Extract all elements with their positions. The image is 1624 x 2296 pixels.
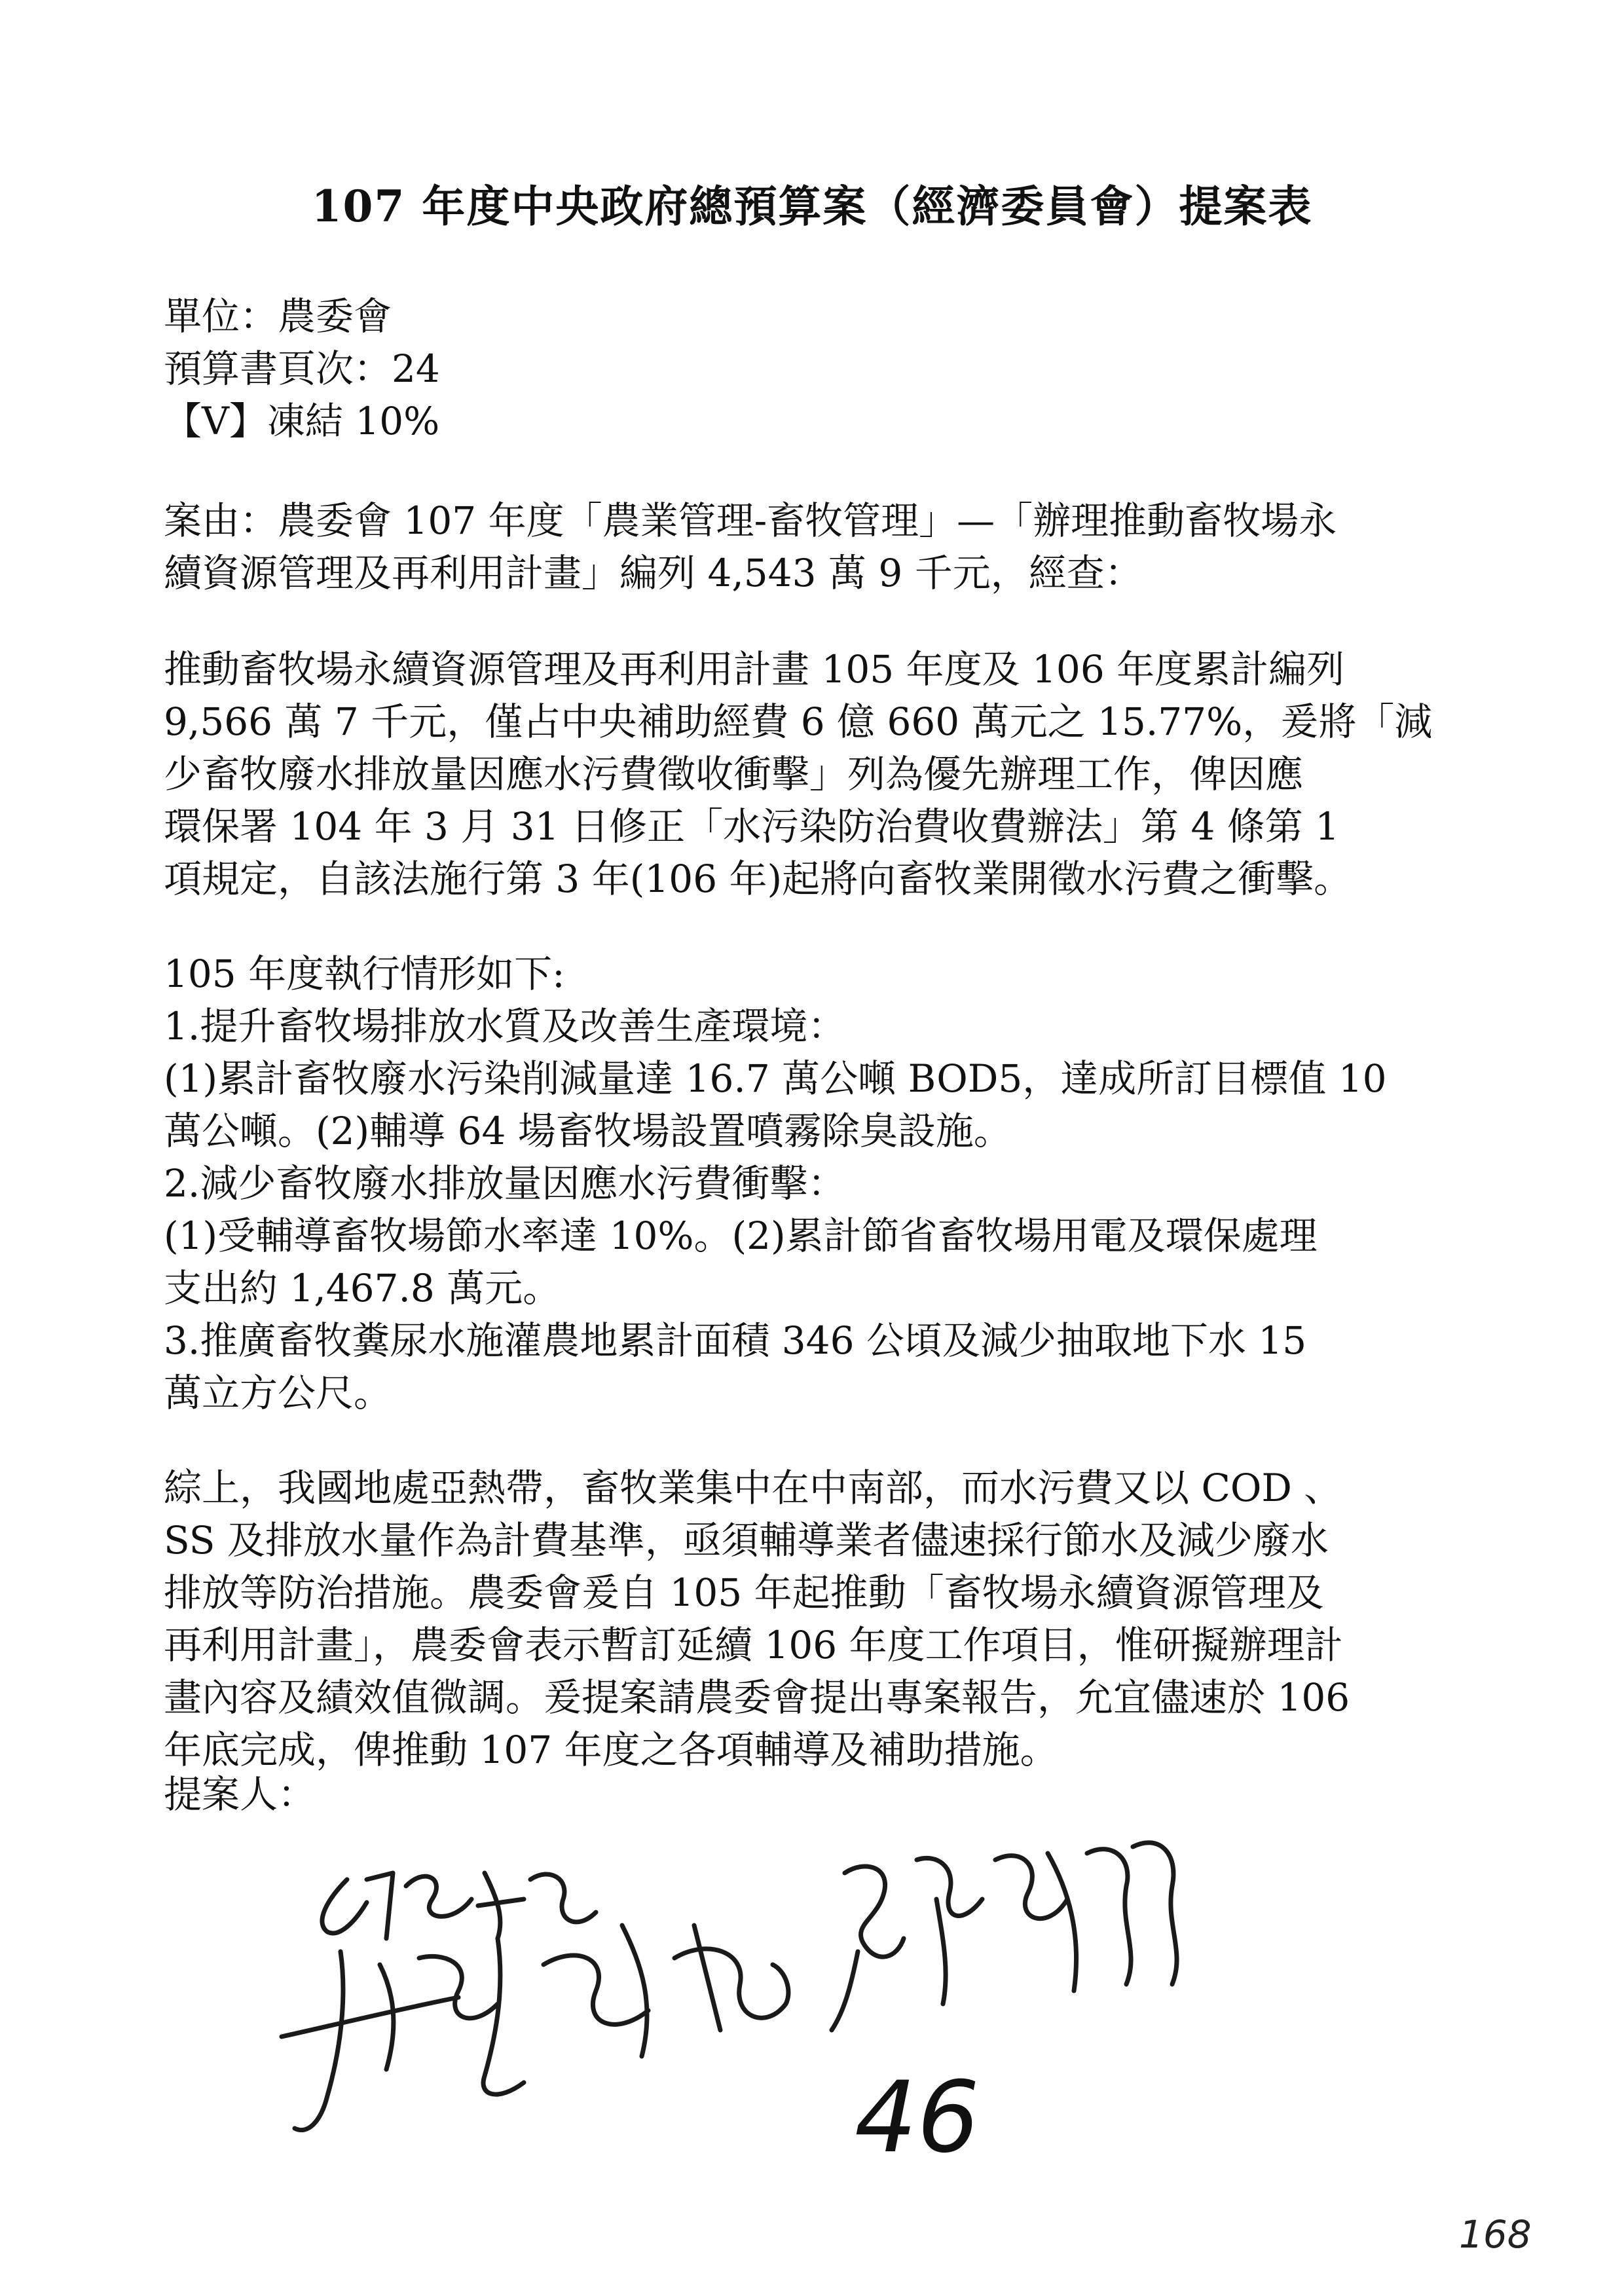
conclusion-line: 畫內容及績效值微調。爰提案請農委會提出專案報告，允宜儘速於 106 [164,1675,1350,1720]
conclusion-line: SS 及排放水量作為計費基準，亟須輔導業者儘速採行節水及減少廢水 [164,1518,1329,1563]
execution-line: 2.減少畜牧廢水排放量因應水污費衝擊： [164,1161,846,1206]
page-number: 168 [1459,2212,1532,2257]
execution-line: 支出約 1,467.8 萬元。 [164,1266,561,1310]
proposer-label: 提案人： [164,1772,316,1817]
execution-line: 萬公噸。(2)輔導 64 場畜牧場設置噴霧除臭設施。 [164,1109,1012,1153]
conclusion-line: 再利用計畫」，農委會表示暫訂延續 106 年度工作項目，惟研擬辦理計 [164,1623,1343,1667]
execution-line: 3.推廣畜牧糞尿水施灌農地累計面積 346 公頃及減少抽取地下水 15 [164,1318,1307,1363]
conclusion-line: 排放等防治措施。農委會爰自 105 年起推動「畜牧場永續資源管理及 [164,1570,1324,1615]
conclusion-line: 年底完成，俾推動 107 年度之各項輔導及補助措施。 [164,1728,1058,1772]
reason-line: 續資源管理及再利用計畫」編列 4,543 萬 9 千元，經查： [164,551,1143,595]
paragraph-line: 少畜牧廢水排放量因應水污費徵收衝擊」列為優先辦理工作，俾因應 [164,752,1304,796]
execution-line: (1)受輔導畜牧場節水率達 10%。(2)累計節省畜牧場用電及環保處理 [164,1213,1318,1258]
paragraph-line: 項規定，自該法施行第 3 年(106 年)起將向畜牧業開徵水污費之衝擊。 [164,857,1352,901]
reason-line: 案由：農委會 107 年度「農業管理-畜牧管理」—「辦理推動畜牧場永 [164,498,1337,543]
budget-page-line: 預算書頁次：24 [164,346,440,391]
paragraph-line: 9,566 萬 7 千元，僅占中央補助經費 6 億 660 萬元之 15.77%，爰將「減 [164,699,1433,744]
execution-line: (1)累計畜牧廢水污染削減量達 16.7 萬公噸 BOD5，達成所訂目標值 10 [164,1056,1387,1101]
handwritten-number: 46 [855,2061,980,2175]
paragraph-line: 推動畜牧場永續資源管理及再利用計畫 105 年度及 106 年度累計編列 [164,647,1345,692]
execution-line: 萬立方公尺。 [164,1371,392,1415]
execution-line: 1.提升畜牧場排放水質及改善生產環境： [164,1004,846,1048]
freeze-line: 【V】凍結 10% [164,399,440,443]
paragraph-line: 環保署 104 年 3 月 31 日修正「水污染防治費收費辦法」第 4 條第 1 [164,804,1340,849]
page-title: 107 年度中央政府總預算案（經濟委員會）提案表 [311,181,1313,232]
execution-heading: 105 年度執行情形如下: [164,952,565,996]
unit-line: 單位：農委會 [164,294,392,339]
conclusion-line: 綜上，我國地處亞熱帶，畜牧業集中在中南部，而水污費又以 COD 、 [164,1466,1342,1510]
